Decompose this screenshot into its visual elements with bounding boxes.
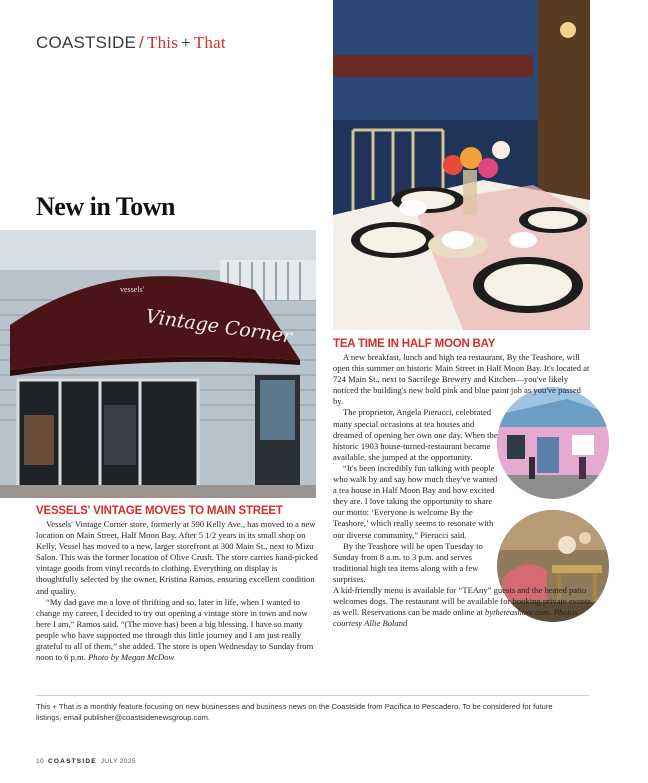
header-plus: + — [181, 33, 191, 52]
magazine-brand: COASTSIDE — [36, 33, 137, 52]
vessels-photo-credit: Photo by Megan McDow — [88, 652, 175, 663]
teashore-website: bytheteashore.com. — [485, 607, 552, 618]
svg-text:vessels': vessels' — [120, 285, 145, 294]
teatime-paragraph-2: The proprietor, Angela Pierucci, celebrated many special occasions at tea houses and dreamed of opening her own one day. When the historic 1903 house-turned-restaurant became available, she jumped at the opportunity. — [333, 407, 498, 462]
vessels-article-body — [36, 519, 318, 663]
teatime-paragraph-5 — [333, 585, 591, 629]
header-separator: / — [139, 33, 144, 52]
section-header — [36, 33, 226, 53]
vessels-paragraph-1: Vessels' Vintage Corner store, formerly at 590 Kelly Ave., has moved to a new location on Main Street, Half Moon Bay. After 5 1/2 years in its small shop on Kelly, Vessel has moved to a new, larger storefront at 300 Main St., next to Mizu Salon. This was the former location of Olive Crush. The store carries hand-picked vintage goods from vinyl records to clothing. Everything on display is thoughtfully selected by the owner, Kristina Ramos, ensuring excellent condition and quality. — [36, 519, 318, 596]
vessels-paragraph-2 — [36, 597, 318, 664]
vessels-paragraph-2-text: “My dad gave me a love of thrifting and so, later in life, when I wanted to change my career, I decided to try out opening a vintage store in town and now here I am,” Ramos said. “(The move has) been a big blessing. I have so many people who have supported me through this little journey and I am just really grateful to all of them,” she added. The store is open Wednesday to Sunday from noon to 6 p.m. — [36, 596, 314, 663]
feature-footnote: This + That is a monthly feature focusing on new businesses and business news on the Coastside from Pacifica to Pescadero. To be considered for future listings, email publisher@coastsidenewsgroup.com. — [36, 702, 553, 722]
store-photo — [0, 230, 316, 498]
folio-issue: JULY 2025 — [100, 758, 136, 765]
teatime-article-body — [333, 352, 591, 629]
tea-table-photo — [333, 0, 590, 330]
page-title: New in Town — [36, 192, 175, 221]
teatime-photo-credit: Photos courtesy Allie Boland — [333, 607, 578, 629]
header-that: That — [193, 33, 226, 52]
page-number: 10 — [36, 758, 45, 765]
svg-text:Vintage Corner: Vintage Corner — [144, 305, 294, 348]
teatime-paragraph-3: “It's been incredibly fun talking with people who walk by and say how much they've wanted a tea house in Half Moon Bay and how excited they are. I love taking the opportunity to share our motto: ‘Everyone is welcome By the Teashore,’ which really seems to resonate with our diverse community,” Pierucci said. — [333, 462, 498, 540]
teatime-paragraph-1: A new breakfast, lunch and high tea restaurant, By the Teashore, will open this summer on historic Main Street in Half Moon Bay. It's located at 724 Main St., next to Sacrilege Brewery and Kitchen—you've likely noticed the building's new bold pink and blue paint job as you've passed by. — [333, 352, 590, 407]
teatime-paragraph-5-text: A kid-friendly menu is available for “TEAny” guests and the heated patio welcomes dogs. The restaurant will be available for booking private events as well. Reservations can be made online at — [333, 584, 591, 618]
teatime-paragraph-4: By the Teashore will be open Tuesday to Sunday from 8 a.m. to 3 p.m. and serves traditional high tea items along with a few surprises. — [333, 540, 483, 584]
page-folio — [36, 758, 136, 765]
footnote-divider — [36, 695, 589, 696]
teatime-headline: TEA TIME IN HALF MOON BAY — [333, 338, 496, 350]
vessels-headline: VESSELS' VINTAGE MOVES TO MAIN STREET — [36, 505, 283, 517]
folio-magazine: COASTSIDE — [48, 758, 97, 765]
header-this: This — [146, 33, 179, 52]
